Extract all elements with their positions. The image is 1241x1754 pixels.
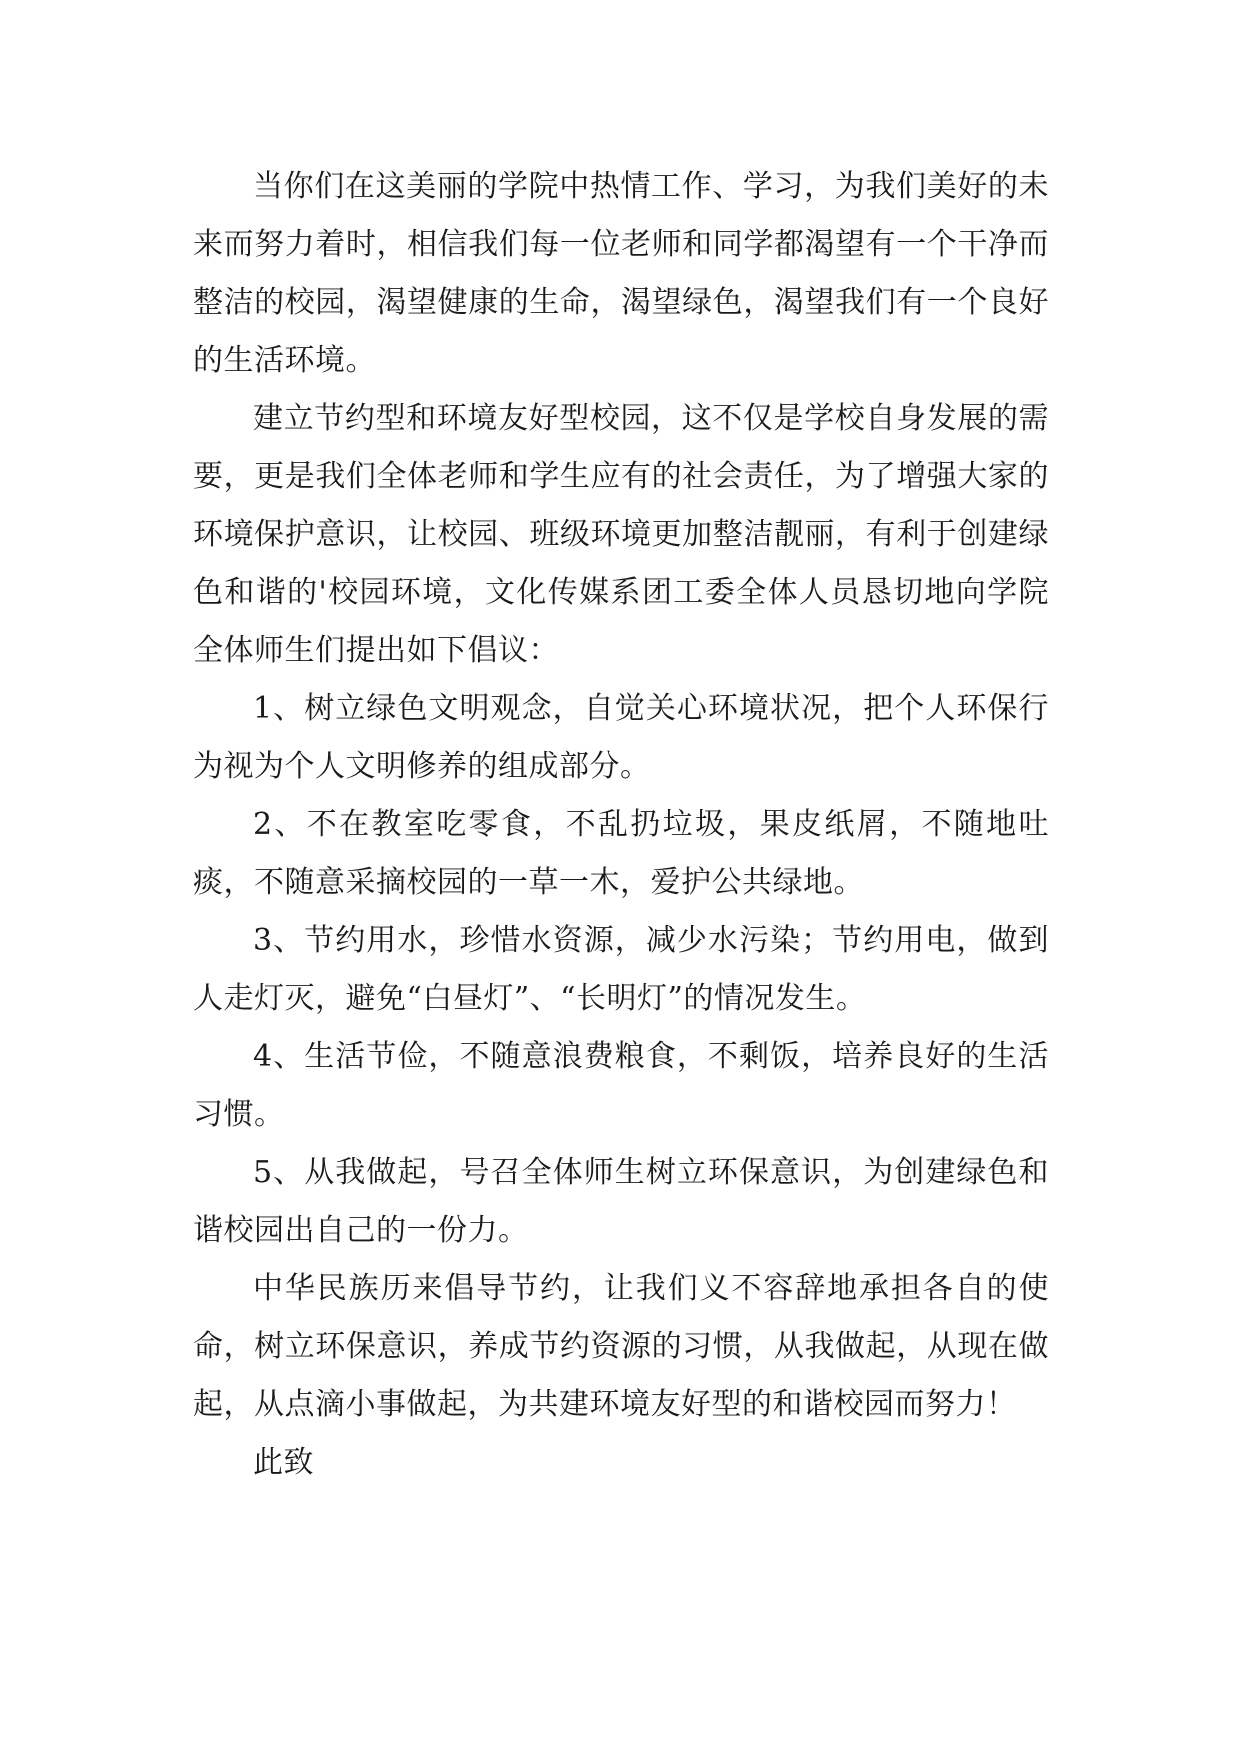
paragraph-item-2: 2、不在教室吃零食，不乱扔垃圾，果皮纸屑，不随地吐痰，不随意采摘校园的一草一木，爱护公共绿地。 — [193, 807, 1049, 900]
paragraph-initiative: 建立节约型和环境友好型校园，这不仅是学校自身发展的需要，更是我们全体老师和学生应有的社会责任，为了增强大家的环境保护意识，让校园、班级环境更加整洁靓丽，有利于创建绿色和谐的'校园环境，文化传媒系团工委全体人员恳切地向学院全体师生们提出如下倡议： — [193, 401, 1049, 668]
paragraph-item-1: 1、树立绿色文明观念，自觉关心环境状况，把个人环保行为视为个人文明修养的组成部分。 — [193, 691, 1049, 784]
paragraph-conclusion: 中华民族历来倡导节约，让我们义不容辞地承担各自的使命，树立环保意识，养成节约资源的习惯，从我做起，从现在做起，从点滴小事做起，为共建环境友好型的和谐校园而努力！ — [193, 1271, 1049, 1422]
document-body — [193, 158, 1049, 1492]
paragraph-item-4: 4、生活节俭，不随意浪费粮食，不剩饭，培养良好的生活习惯。 — [193, 1039, 1049, 1132]
paragraph-item-5: 5、从我做起，号召全体师生树立环保意识，为创建绿色和谐校园出自己的一份力。 — [193, 1155, 1049, 1248]
paragraph-intro: 当你们在这美丽的学院中热情工作、学习，为我们美好的未来而努力着时，相信我们每一位老师和同学都渴望有一个干净而整洁的校园，渴望健康的生命，渴望绿色，渴望我们有一个良好的生活环境。 — [193, 169, 1049, 378]
paragraph-closing: 此致 — [253, 1445, 314, 1480]
paragraph-item-3: 3、节约用水，珍惜水资源，减少水污染；节约用电，做到人走灯灭，避免“白昼灯”、“长明灯”的情况发生。 — [193, 923, 1049, 1016]
